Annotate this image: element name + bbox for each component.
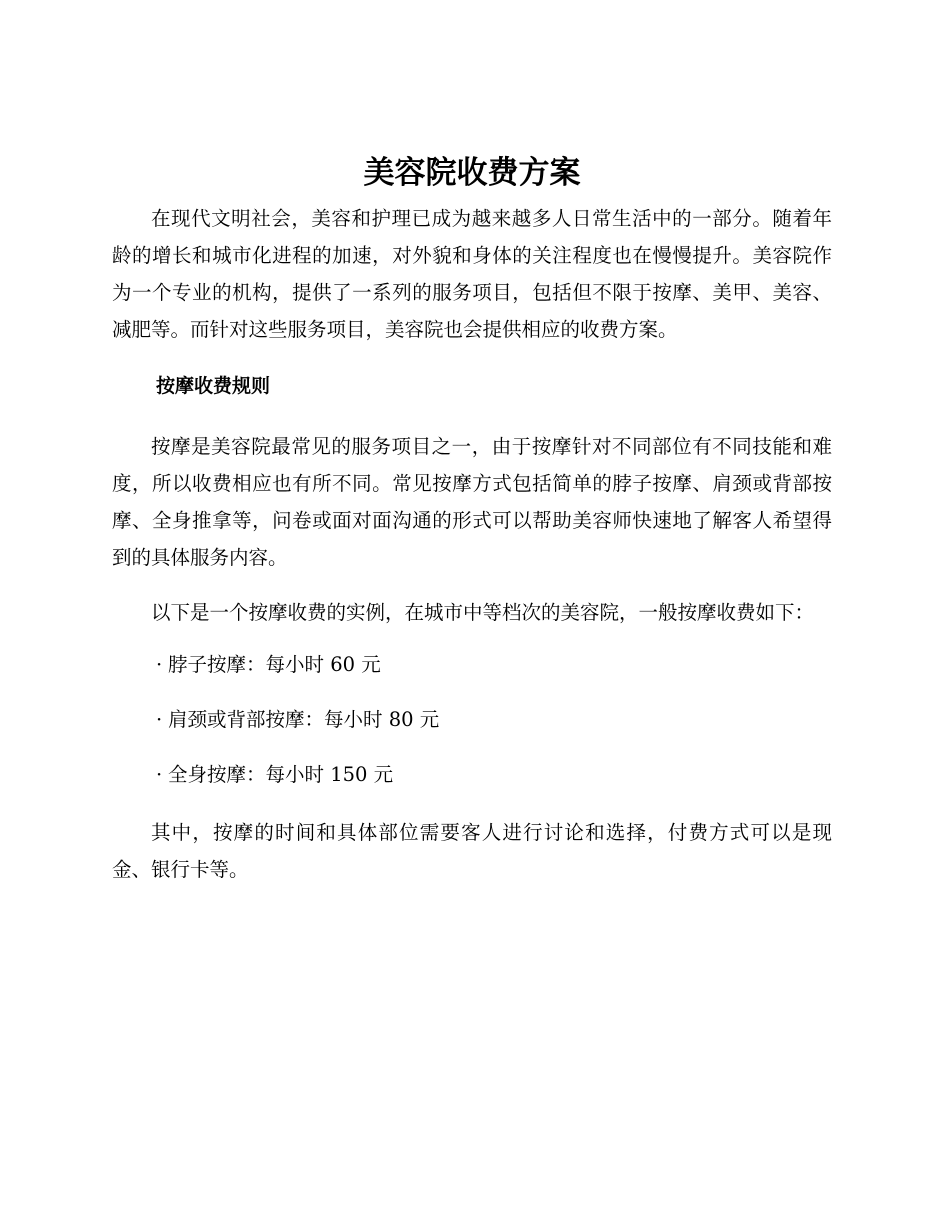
price-example-paragraph: 以下是一个按摩收费的实例，在城市中等档次的美容院，一般按摩收费如下： bbox=[151, 601, 815, 624]
list-item-text: 脖子按摩：每小时 60 元 bbox=[168, 653, 381, 676]
list-item bbox=[156, 759, 832, 791]
bullet-icon: · bbox=[156, 708, 163, 731]
bullet-icon: · bbox=[156, 653, 163, 676]
list-item-text: 全身按摩：每小时 150 元 bbox=[168, 763, 394, 786]
massage-description-paragraph: 按摩是美容院最常见的服务项目之一，由于按摩针对不同部位有不同技能和难度，所以收费相应也有所不同。常见按摩方式包括简单的脖子按摩、肩颈或背部按摩、全身推拿等，问卷或面对面沟通的形式可以帮助美容师快速地了解客人希望得到的具体服务内容。 bbox=[112, 435, 832, 569]
document-title: 美容院收费方案 bbox=[363, 155, 581, 191]
list-item bbox=[156, 704, 832, 736]
document-page bbox=[112, 150, 832, 906]
payment-paragraph: 其中，按摩的时间和具体部位需要客人进行讨论和选择，付费方式可以是现金、银行卡等。 bbox=[112, 821, 832, 881]
list-item-text: 肩颈或背部按摩：每小时 80 元 bbox=[168, 708, 440, 731]
list-item bbox=[156, 649, 832, 681]
intro-paragraph: 在现代文明社会，美容和护理已成为越来越多人日常生活中的一部分。随着年龄的增长和城市化进程的加速，对外貌和身体的关注程度也在慢慢提升。美容院作为一个专业的机构，提供了一系列的服务项目，包括但不限于按摩、美甲、美容、减肥等。而针对这些服务项目，美容院也会提供相应的收费方案。 bbox=[112, 207, 832, 341]
bullet-icon: · bbox=[156, 763, 163, 786]
section-heading: 按摩收费规则 bbox=[156, 375, 271, 397]
